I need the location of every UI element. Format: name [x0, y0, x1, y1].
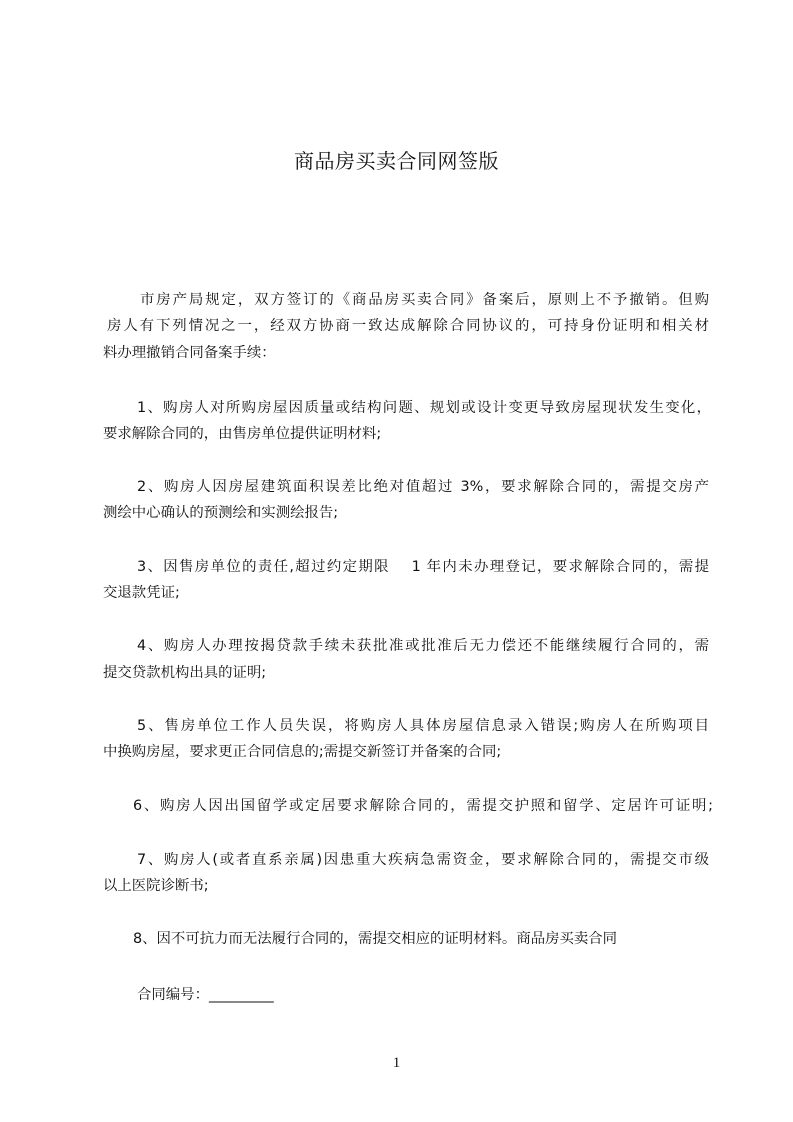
page-number: 1: [392, 1055, 401, 1071]
text-line: 1、购房人对所购房屋因质量或结构问题、规划或设计变更导致房屋现状发生变化，: [137, 400, 711, 416]
text-line: 市房产局规定，双方签订的《商品房买卖合同》备案后，原则上不予撤销。但购: [140, 292, 709, 308]
text-line: 6、购房人因出国留学或定居要求解除合同的，需提交护照和留学、定居许可证明;: [133, 798, 713, 814]
text-line: 4、购房人办理按揭贷款手续未获批准或批准后无力偿还不能继续履行合同的，需: [137, 638, 709, 654]
text-line: 要求解除合同的，由售房单位提供证明材料;: [103, 426, 382, 442]
text-line: 房人有下列情况之一，经双方协商一致达成解除合同协议的，可持身份证明和相关材: [107, 318, 709, 334]
text-line: 5、售房单位工作人员失误，将购房人具体房屋信息录入错误;购房人在所购项目: [137, 718, 709, 734]
text-line: 提交贷款机构出具的证明;: [103, 665, 267, 681]
text-line: 2、购房人因房屋建筑面积误差比绝对值超过 3%，要求解除合同的，需提交房产: [137, 479, 709, 495]
text-line: 3、因售房单位的责任,超过约定期限 1 年内未办理登记，要求解除合同的，需提: [137, 559, 709, 575]
text-line: 料办理撤销合同备案手续：: [103, 345, 276, 361]
text-line: 交退款凭证;: [103, 585, 180, 601]
text-line: 7、购房人(或者直系亲属)因患重大疾病急需资金，要求解除合同的，需提交市级: [137, 852, 709, 868]
document-title: 商品房买卖合同网签版: [294, 149, 499, 173]
text-line: 8、因不可抗力而无法履行合同的，需提交相应的证明材料。商品房买卖合同: [133, 931, 618, 947]
text-line: 中换购房屋，要求更正合同信息的;需提交新签订并备案的合同;: [103, 744, 502, 760]
text-line: 以上医院诊断书;: [103, 878, 209, 894]
text-line: 测绘中心确认的预测绘和实测绘报告;: [103, 505, 339, 521]
contract-number-field: 合同编号：_________: [137, 987, 274, 1003]
